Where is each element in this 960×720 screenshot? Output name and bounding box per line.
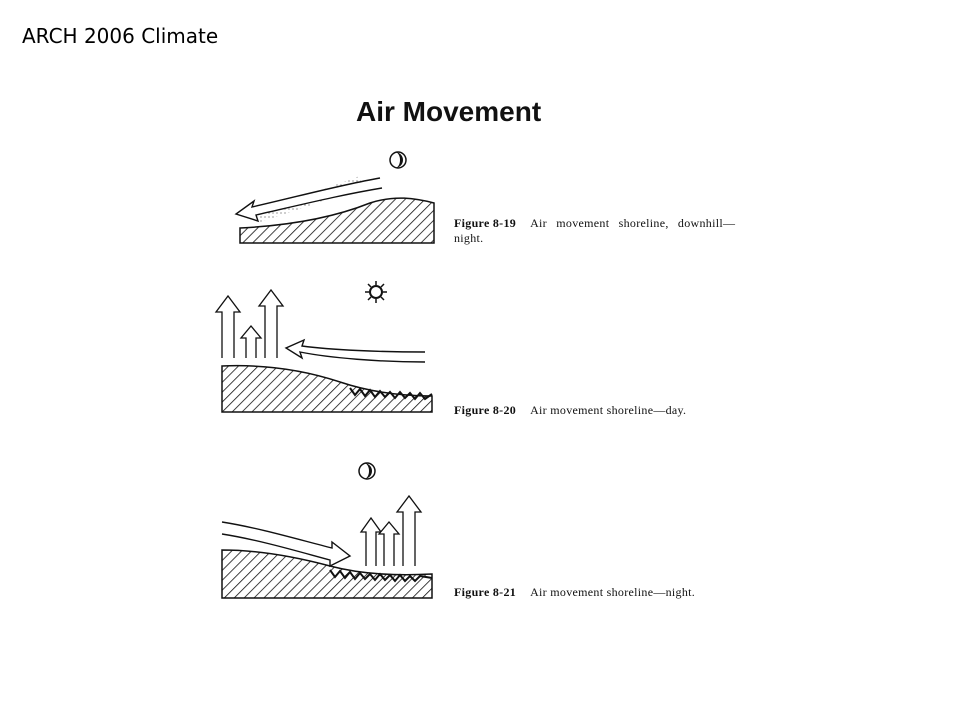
- moon-icon: [359, 463, 375, 479]
- slide-title: Air Movement: [356, 96, 542, 127]
- slope-ground: [222, 366, 432, 412]
- figure-8-21-diagram: [222, 463, 432, 598]
- slide-header: ARCH 2006 Climate: [22, 24, 219, 48]
- figure-caption: Figure 8-21 Air movement shoreline—night.: [454, 585, 696, 599]
- rising-air-arrows: [216, 290, 283, 358]
- moon-icon: [390, 152, 406, 168]
- figure-8-20-diagram: [216, 281, 432, 412]
- figure-caption: Figure 8-20 Air movement shoreline—day.: [454, 403, 687, 417]
- sea-breeze-arrow: [286, 340, 425, 362]
- sun-icon: [365, 281, 387, 303]
- rising-air-arrows: [361, 496, 421, 566]
- figure-8-19-diagram: [236, 152, 434, 243]
- figure-caption: Figure 8-19 Air movement shoreline, downhill— night.: [454, 216, 736, 245]
